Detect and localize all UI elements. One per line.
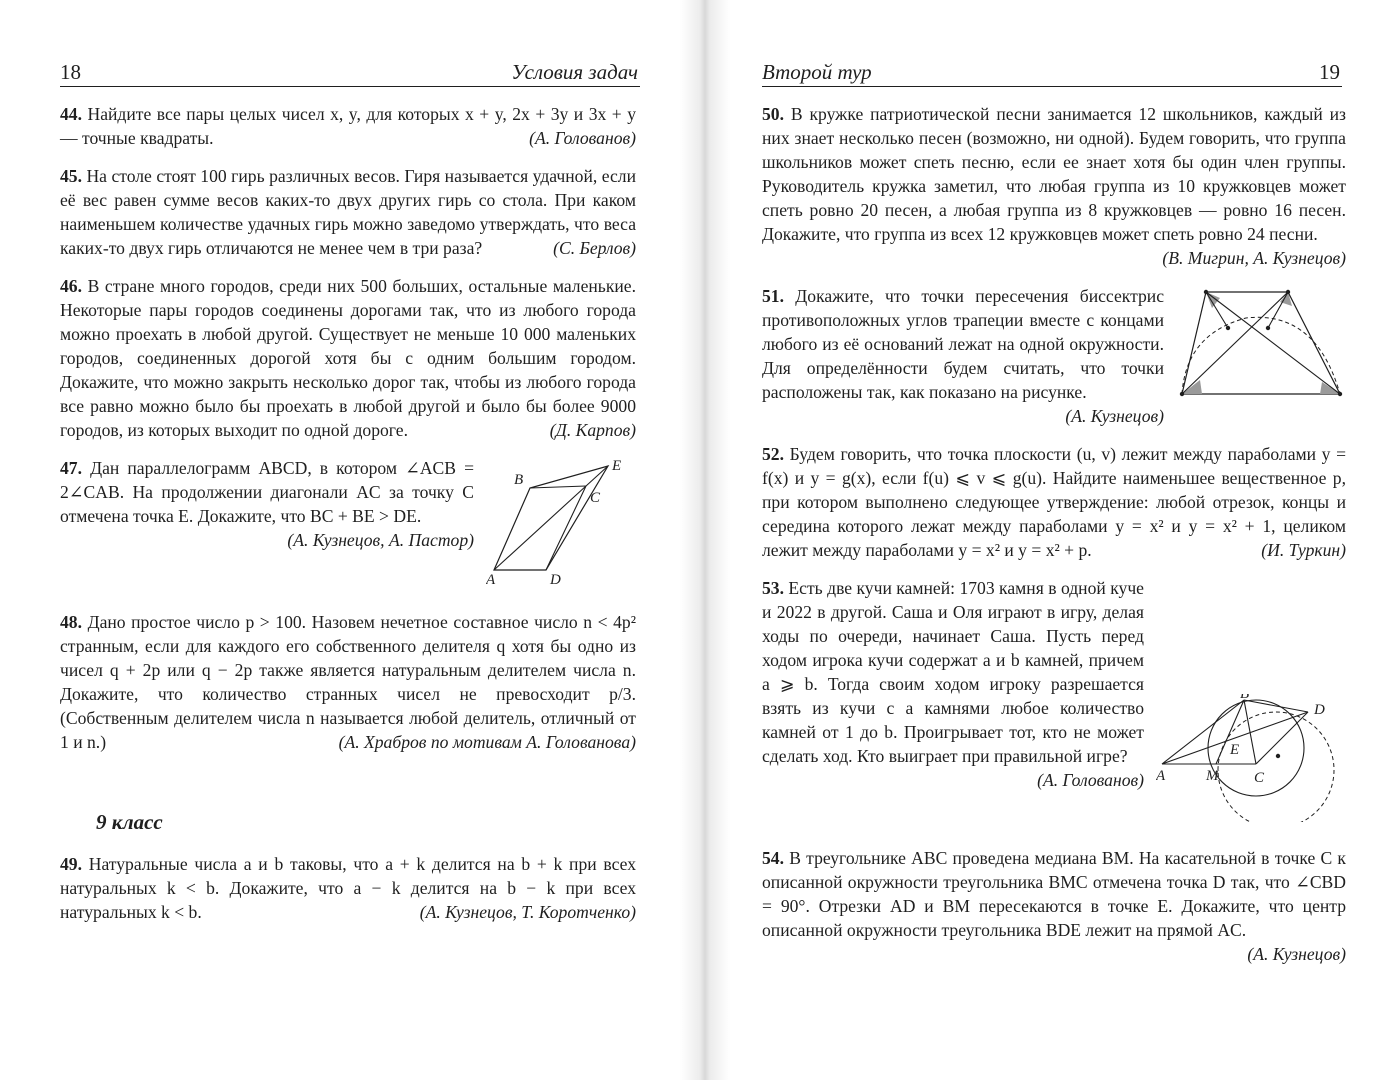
problem-author: (А. Голованов) xyxy=(1037,770,1144,790)
left-page-body xyxy=(60,102,636,938)
problem-number: 49. xyxy=(60,854,82,874)
label-d: D xyxy=(550,572,561,586)
problem-number: 48. xyxy=(60,612,82,632)
problem-text: Дан параллелограмм ABCD, в котором ∠ACB = 2∠CAB. На продолжении диагонали AC за точку C отмечена точка E. Докажите, что BC + BE > DE. xyxy=(60,458,474,526)
problem-author: (С. Берлов) xyxy=(553,238,636,258)
problem-author: (А. Голованов) xyxy=(529,128,636,148)
running-title: Второй тур xyxy=(762,60,872,84)
label-c: C xyxy=(1254,770,1265,786)
figure-trapezoid xyxy=(1176,284,1346,408)
problem-text: В кружке патриотической песни занимается 12 школьников, каждый из них знает несколько песен (возможно, ни одной). Будем говорить, что группа школьников может спеть песню, если ее знает хотя бы один член группы. Руководитель кружка заметил, что любая группа из 10 кружковцев может спеть ровно 20 песен, а любая группа из 8 кружковцев — ровно 16 песен. Докажите, что группа из всех 12 кружковцев может спеть ровно 24 песни. xyxy=(762,104,1347,244)
problem-48 xyxy=(60,610,636,754)
segment-bc xyxy=(530,486,586,488)
tangent-cd xyxy=(1256,712,1308,764)
problem-49 xyxy=(60,852,636,924)
circle-arc xyxy=(1182,317,1340,394)
label-a: A xyxy=(1156,768,1166,784)
problem-author: (В. Мигрин, А. Кузнецов) xyxy=(1162,248,1346,268)
problem-text: Будем говорить, что точка плоскости (u, v) лежит между параболами y = f(x) и y = g(x), если f(u) ⩽ v ⩽ g(u). Найдите наименьшее вещественное p, при котором выполнено следующее утверждение: любой отрезок, концы и середина которого лежат между параболами y = x² и y = x² + 1, целиком лежит между параболами y = x² и y = x² + p. xyxy=(762,444,1347,560)
problem-47 xyxy=(60,456,636,596)
figure-circles xyxy=(1156,694,1346,828)
problem-author: (А. Кузнецов, А. Пастор) xyxy=(287,530,474,550)
point xyxy=(1226,326,1230,330)
right-page-body xyxy=(762,102,1346,980)
point xyxy=(1286,290,1290,294)
problem-text: Докажите, что точки пересечения биссектрис противоположных углов трапеции вместе с концами любого из её оснований лежат на одной окружности. Для определённости будем считать, что точки расположены так, как показано на рисунке. xyxy=(762,286,1165,402)
header-rule xyxy=(60,86,640,87)
parallelogram-diagram xyxy=(486,456,636,586)
problem-author: (А. Кузнецов, Т. Коротченко) xyxy=(419,902,636,922)
problem-50 xyxy=(762,102,1346,270)
center-point xyxy=(1276,754,1280,758)
problem-number: 52. xyxy=(762,444,784,464)
problem-51 xyxy=(762,284,1346,428)
label-e: E xyxy=(612,458,622,474)
trapezoid-shape xyxy=(1182,292,1340,394)
figure-parallelogram xyxy=(486,456,636,592)
page-number: 19 xyxy=(1319,60,1340,84)
label-m: M xyxy=(1206,768,1219,784)
running-title: Условия задач xyxy=(511,60,638,84)
problem-author: (А. Кузнецов) xyxy=(1247,944,1346,964)
problem-52 xyxy=(762,442,1346,562)
problem-text: На столе стоят 100 гирь различных весов. Гиря называется удачной, если её вес равен сумме весов каких-то двух других гирь со стола. При каком наименьшем количестве удачных гирь можно заведомо утверждать, что веса каких-то двух гирь отличаются не менее чем в три раза? xyxy=(60,166,636,258)
problem-53 xyxy=(762,576,1346,832)
problem-author: (А. Кузнецов) xyxy=(1065,406,1164,426)
problem-44 xyxy=(60,102,636,150)
label-b: B xyxy=(1240,694,1250,702)
problem-number: 45. xyxy=(60,166,82,186)
problem-text: Есть две кучи камней: 1703 камня в одной куче и 2022 в другой. Саша и Оля играют в игру, делая ходы по очереди, начинает Саша. Пусть перед ходом игрока кучи содержат a и b камней, причем a ⩾ b. Тогда своим ходом игроку разрешается взять из кучи с a камнями любое количество камней от 1 до b. Проигрывает тот, кто не может сделать ход. Кто выиграет при правильной игре? xyxy=(762,578,1144,766)
problem-number: 53. xyxy=(762,578,784,598)
segment-bc xyxy=(1244,700,1256,764)
problem-author: (И. Туркин) xyxy=(1261,540,1346,560)
segment-cd xyxy=(546,486,586,570)
problem-author: (Д. Карпов) xyxy=(549,420,636,440)
problem-number: 47. xyxy=(60,458,82,478)
problem-text: Дано простое число p > 100. Назовем нечетное составное число n < 4p² странным, если для каждого его собственного делителя q хотя бы одно из чисел q + 2p или q − 2p также является натуральным делителем числа n. Докажите, что количество странных чисел не превосходит p/3. (Собственным делителем числа n называется любой делитель, отличный от 1 и n.) xyxy=(60,612,636,752)
point xyxy=(1204,290,1208,294)
problem-number: 44. xyxy=(60,104,82,124)
problem-number: 50. xyxy=(762,104,784,124)
label-c: C xyxy=(590,490,601,506)
point xyxy=(1338,392,1342,396)
left-page-header xyxy=(60,58,640,86)
problem-45 xyxy=(60,164,636,260)
label-d: D xyxy=(1314,702,1325,718)
problem-text: Найдите все пары целых чисел x, y, для которых x + y, 2x + 3y и 3x + y — точные квадраты. xyxy=(60,104,636,148)
section-heading: 9 класс xyxy=(96,810,163,834)
problem-number: 51. xyxy=(762,286,784,306)
circumcircle-bde xyxy=(1218,712,1334,822)
diagonal-ac xyxy=(494,486,586,570)
circles-diagram xyxy=(1156,694,1346,822)
problem-text: В стране много городов, среди них 500 больших, остальные маленькие. Некоторые пары городов соединены дорогами так, что из любого города можно проехать в любой другой. Существует не меньше 10 000 маленьких городов, соединенных дорогой хотя бы с одним большим городом. Докажите, что можно закрыть несколько дорог так, чтобы из любого города все равно можно было бы проехать в любой другой и было бы более 9000 городов, из которых выходит по одной дороге. xyxy=(60,276,636,440)
point xyxy=(1180,392,1184,396)
problem-text: Натуральные числа a и b таковы, что a + k делится на b + k при всех натуральных k < b. Докажите, что a − k делится на b − k при всех натуральных k < b. xyxy=(60,854,636,922)
label-a: A xyxy=(486,572,496,586)
right-page xyxy=(722,0,1378,1080)
problem-46 xyxy=(60,274,636,442)
point xyxy=(1266,326,1270,330)
problem-54 xyxy=(762,846,1346,966)
label-b: B xyxy=(514,472,524,488)
problem-text: В треугольнике ABC проведена медиана BM. На касательной в точке C к описанной окружности треугольника BMC отмечена точка D так, что ∠CBD = 90°. Отрезки AD и BM пересекаются в точке E. Докажите, что центр описанной окружности треугольника BDE лежит на прямой AC. xyxy=(762,848,1346,940)
page-number: 18 xyxy=(60,60,81,84)
problem-number: 46. xyxy=(60,276,82,296)
segment-bd xyxy=(1244,700,1308,712)
bisector xyxy=(1206,292,1340,394)
problem-number: 54. xyxy=(762,848,784,868)
header-rule xyxy=(762,86,1342,87)
trapezoid-diagram xyxy=(1176,284,1346,402)
bisector xyxy=(1268,292,1288,328)
label-e: E xyxy=(1230,742,1240,758)
right-page-header xyxy=(762,58,1342,86)
problem-author: (А. Храбров по мотивам А. Голованова) xyxy=(338,732,636,752)
